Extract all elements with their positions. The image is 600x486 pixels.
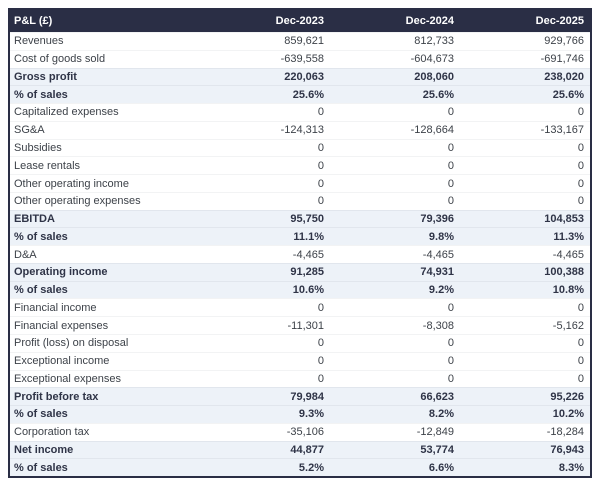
cell-value: 0 [317,195,324,208]
cell-value: 9.8% [428,230,454,243]
cell-value: 44,877 [290,443,324,456]
row-label: Financial income [14,301,97,314]
cell-value: -12,849 [416,426,454,439]
row-label: SG&A [14,124,45,137]
cell-value: 0 [447,141,454,154]
cell-value: 0 [317,372,324,385]
row-label: Corporation tax [14,426,90,439]
cell-value: 0 [317,159,324,172]
cell-value: -11,301 [287,319,324,332]
table-row-exceptional-income [10,352,590,370]
row-label: % of sales [14,284,68,297]
table-row-other-operating-income [10,174,590,192]
cell-value: 208,060 [414,70,454,83]
table-row-gross-profit-pct [10,85,590,103]
cell-value: 25.6% [292,88,324,101]
cell-value: -8,308 [422,319,454,332]
table-row-other-operating-expenses [10,192,590,210]
cell-value: 0 [447,301,454,314]
cell-value: 10.2% [552,408,584,421]
cell-value: -639,558 [280,53,324,66]
cell-value: 238,020 [544,70,584,83]
table-row-profit-loss-on-disposal [10,334,590,352]
row-label: Lease rentals [14,159,81,172]
cell-value: 79,984 [290,390,324,403]
table-row-revenues [10,32,590,50]
cell-value: 9.2% [428,284,454,297]
table-row-subsidies [10,139,590,157]
cell-value: 0 [577,301,584,314]
cell-value: 812,733 [414,35,454,48]
row-label: Operating income [14,266,108,279]
cell-value: 104,853 [544,213,584,226]
row-label: % of sales [14,408,68,421]
cell-value: 91,285 [290,266,324,279]
cell-value: 25.6% [552,88,584,101]
cell-value: 0 [317,177,324,190]
row-label: Financial expenses [14,319,109,332]
cell-value: 0 [317,141,324,154]
row-label: Revenues [14,35,64,48]
cell-value: 0 [317,337,324,350]
row-label: Capitalized expenses [14,106,119,119]
cell-value: -128,664 [410,124,454,137]
table-row-da [10,245,590,263]
cell-value: 5.2% [298,461,324,474]
column-header-dec-2024: Dec-2024 [405,15,454,27]
row-label: Gross profit [14,70,77,83]
table-row-corporation-tax [10,423,590,441]
cell-value: -35,106 [286,426,324,439]
row-label: Profit before tax [14,390,99,403]
table-row-capitalized-expenses [10,103,590,121]
cell-value: 10.8% [552,284,584,297]
cell-value: 929,766 [544,35,584,48]
table-row-profit-before-tax [10,387,590,405]
column-header-dec-2023: Dec-2023 [275,15,324,27]
row-label: Profit (loss) on disposal [14,337,129,350]
table-row-sga [10,121,590,139]
row-label: Exceptional expenses [14,372,122,385]
cell-value: 0 [577,372,584,385]
cell-value: 76,943 [550,443,584,456]
cell-value: 74,931 [420,266,454,279]
cell-value: 0 [447,372,454,385]
cell-value: -5,162 [552,319,584,332]
table-row-operating-income [10,263,590,281]
cell-value: 859,621 [284,35,324,48]
cell-value: 0 [577,159,584,172]
cell-value: 220,063 [284,70,324,83]
row-label: D&A [14,248,37,261]
cell-value: 25.6% [422,88,454,101]
row-label: Subsidies [14,141,62,154]
pnl-table [8,8,592,478]
cell-value: 0 [317,355,324,368]
row-label: Other operating expenses [14,195,141,208]
cell-value: 79,396 [420,213,454,226]
table-row-financial-income [10,298,590,316]
cell-value: 0 [577,355,584,368]
row-label: Cost of goods sold [14,53,106,66]
cell-value: 0 [447,177,454,190]
table-row-lease-rentals [10,156,590,174]
table-row-ebitda-pct [10,227,590,245]
cell-value: -18,284 [546,426,584,439]
table-row-ebitda [10,210,590,228]
row-label: % of sales [14,88,68,101]
cell-value: 10.6% [292,284,324,297]
cell-value: -124,313 [280,124,324,137]
cell-value: 11.3% [553,230,584,243]
cell-value: 8.2% [428,408,454,421]
cell-value: 66,623 [420,390,454,403]
table-row-operating-income-pct [10,281,590,299]
table-title: P&L (£) [14,15,53,27]
cell-value: 0 [577,337,584,350]
table-row-cost-of-goods-sold [10,50,590,68]
table-row-net-income [10,441,590,459]
cell-value: 95,750 [290,213,324,226]
cell-value: 6.6% [428,461,454,474]
cell-value: 11.1% [293,230,324,243]
cell-value: 95,226 [550,390,584,403]
table-row-gross-profit [10,68,590,86]
table-row-profit-before-tax-pct [10,405,590,423]
cell-value: 0 [447,195,454,208]
row-label: Other operating income [14,177,129,190]
cell-value: 0 [577,141,584,154]
table-row-financial-expenses [10,316,590,334]
row-label: % of sales [14,461,68,474]
cell-value: 0 [577,177,584,190]
cell-value: 0 [447,355,454,368]
cell-value: 9.3% [298,408,324,421]
cell-value: 0 [577,195,584,208]
cell-value: 0 [577,106,584,119]
cell-value: 0 [317,301,324,314]
table-header-row [10,10,590,32]
row-label: EBITDA [14,213,55,226]
cell-value: 0 [317,106,324,119]
cell-value: -4,465 [422,248,454,261]
row-label: Net income [14,443,74,456]
cell-value: 0 [447,159,454,172]
cell-value: -133,167 [540,124,584,137]
cell-value: -4,465 [292,248,324,261]
cell-value: 100,388 [544,266,584,279]
cell-value: 8.3% [558,461,584,474]
cell-value: 0 [447,106,454,119]
cell-value: 53,774 [420,443,454,456]
cell-value: -691,746 [540,53,584,66]
cell-value: 0 [447,337,454,350]
cell-value: -4,465 [552,248,584,261]
column-header-dec-2025: Dec-2025 [535,15,584,27]
row-label: Exceptional income [14,355,110,368]
row-label: % of sales [14,230,68,243]
cell-value: -604,673 [410,53,454,66]
table-row-exceptional-expenses [10,370,590,388]
table-row-net-income-pct [10,458,590,476]
